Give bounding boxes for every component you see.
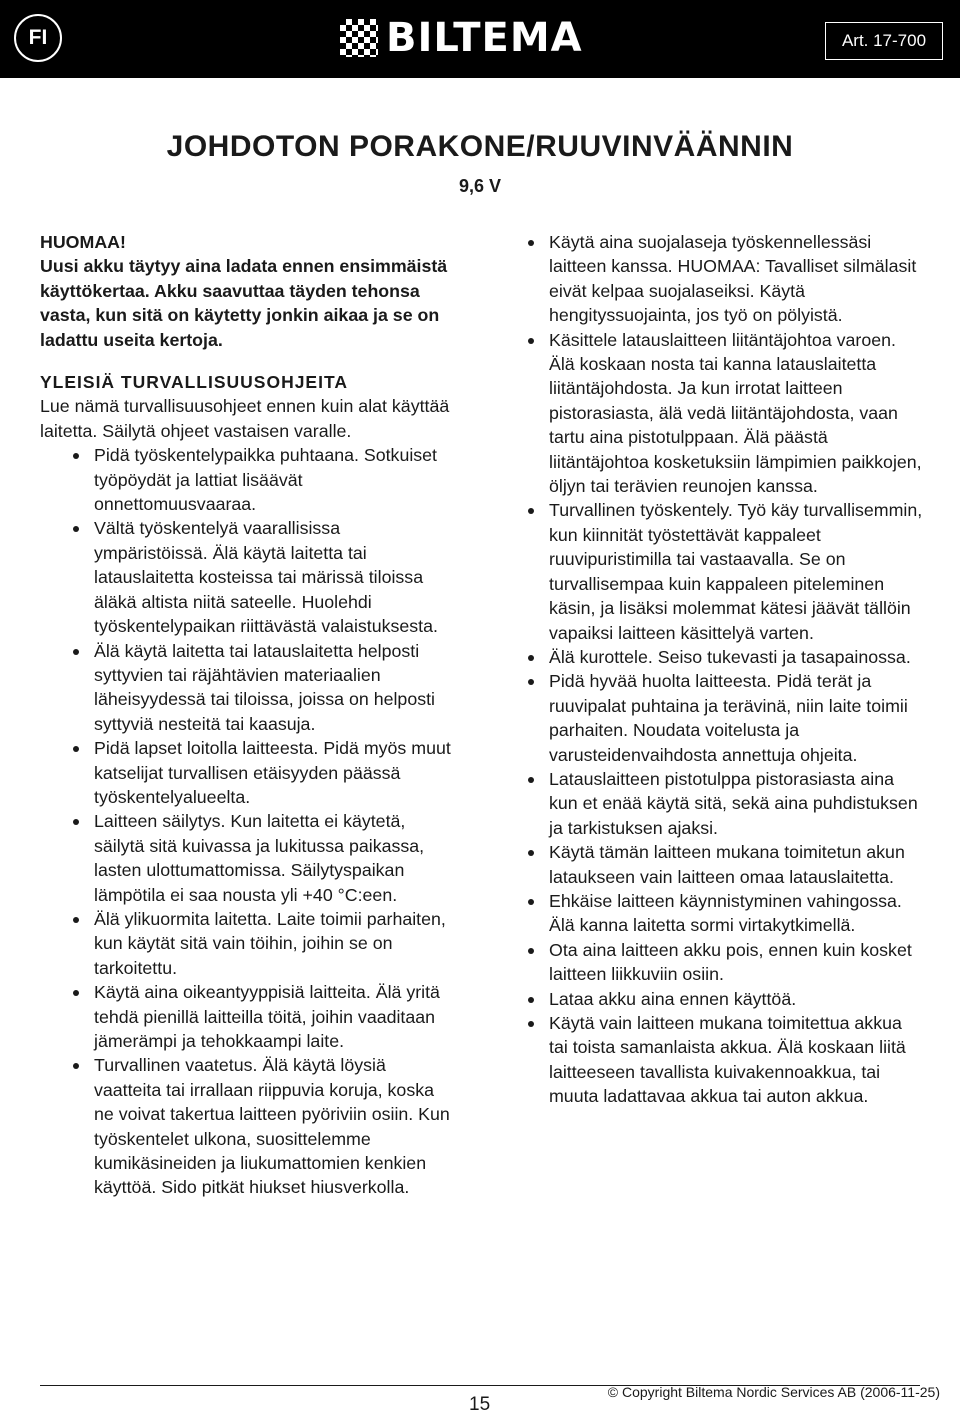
right-safety-list — [525, 230, 925, 1109]
bullet-icon — [528, 240, 534, 246]
section-heading: YLEISIÄ TURVALLISUUSOHJEITA — [40, 372, 348, 393]
article-number: Art. 17-700 — [825, 22, 943, 60]
list-item: Käytä aina suojalaseja työskennellessäsi laitteen kanssa. HUOMAA: Tavalliset silmälasit eivät kelpaa suojalaseiksi. Käytä hengityssuojainta, jos työ on pölyistä. — [525, 230, 925, 328]
bullet-icon — [528, 655, 534, 661]
list-item: Pidä hyvää huolta laitteesta. Pidä terät ja ruuvipalat puhtaina ja terävinä, niin laite toimii parhaiten. Noudata voitelusta ja varusteidenvaihdosta annettuja ohjeita. — [525, 669, 925, 767]
bullet-icon — [528, 1021, 534, 1027]
list-item: Turvallinen vaatetus. Älä käytä löysiä vaatteita tai irrallaan riippuvia koruja, koska ne voivat takertua laitteen pyöriviin osiin. Kun työskentelet ulkona, suosittelemme kumikäsineiden ja liukumattomien kenkien käyttöä. Sido pitkät hiukset hiusverkolla. — [40, 1053, 458, 1199]
brand-name: BILTEMA — [386, 15, 583, 61]
language-badge: FI — [14, 14, 62, 62]
checkered-flag-icon — [340, 19, 378, 57]
list-item: Ehkäise laitteen käynnistyminen vahingossa. Älä kanna laitetta sormi virtakytkimellä. — [525, 889, 925, 938]
list-item: Käytä tämän laitteen mukana toimitetun akun lataukseen vain laitteen omaa latauslaitetta. — [525, 840, 925, 889]
list-item: Älä käytä laitetta tai latauslaitetta helposti syttyvien tai räjähtävien materiaalien läheisyydessä tai tiloissa, joissa on helposti syttyviä nesteitä tai kaasuja. — [40, 639, 458, 737]
bullet-icon — [528, 997, 534, 1003]
page-number: 15 — [469, 1394, 491, 1415]
bullet-icon — [73, 746, 79, 752]
left-safety-list — [40, 443, 458, 1200]
list-item: Pidä lapset loitolla laitteesta. Pidä myös muut katselijat turvallisen etäisyyden päässä työskentelyalueelta. — [40, 736, 458, 809]
bullet-icon — [528, 850, 534, 856]
list-item: Älä ylikuormita laitetta. Laite toimii parhaiten, kun käytät sitä vain töihin, joihin se on tarkoitettu. — [40, 907, 458, 980]
list-item: Käytä aina oikeantyyppisiä laitteita. Älä yritä tehdä pienillä laitteilla töitä, joihin vaaditaan jämerämpi ja tehokkaampi laite. — [40, 980, 458, 1053]
list-item: Turvallinen työskentely. Työ käy turvallisemmin, kun kiinnität työstettävät kappaleet ruuvipuristimilla tai vastaavalla. Se on turvallisempaa kuin kappaleen piteleminen käsin, ja lisäksi molemmat kätesi jäävät tällöin vapaiksi laitteen käsittelyä varten. — [525, 498, 925, 644]
bullet-icon — [528, 899, 534, 905]
bullet-icon — [528, 338, 534, 344]
list-item: Pidä työskentelypaikka puhtaana. Sotkuiset työpöydät ja lattiat lisäävät onnettomuusvaaraa. — [40, 443, 458, 516]
list-item: Laitteen säilytys. Kun laitetta ei käytetä, säilytä sitä kuivassa ja lukitussa paikassa, lasten ulottumattomissa. Säilytyspaikan lämpötila ei saa nousta yli +40 °C:een. — [40, 809, 458, 907]
bullet-icon — [73, 1063, 79, 1069]
bullet-icon — [73, 917, 79, 923]
list-item: Latauslaitteen pistotulppa pistorasiasta aina kun et enää käytä sitä, sekä aina puhdistuksen ja tarkistuksen ajaksi. — [525, 767, 925, 840]
left-column — [40, 230, 458, 1200]
bullet-icon — [73, 990, 79, 996]
notice-title: HUOMAA! — [40, 232, 126, 252]
bullet-icon — [73, 819, 79, 825]
bullet-icon — [73, 526, 79, 532]
list-item: Käsittele latauslaitteen liitäntäjohtoa varoen. Älä koskaan nosta tai kanna latauslaitetta liitäntäjohdosta. Ja kun irrotat laitteen pistorasiasta, älä vedä liitäntäjohdosta, vaan tartu aina pistotulppaan. Älä päästä liitäntäjohtoa kosketuksiin lämpimien paikkojen, öljyn tai terävien reunojen kanssa. — [525, 328, 925, 499]
bullet-icon — [73, 453, 79, 459]
bullet-icon — [528, 508, 534, 514]
list-item: Älä kurottele. Seiso tukevasti ja tasapainossa. — [525, 645, 925, 669]
right-column — [525, 230, 925, 1109]
list-item: Ota aina laitteen akku pois, ennen kuin kosket laitteen liikkuviin osiin. — [525, 938, 925, 987]
list-item: Vältä työskentelyä vaarallisissa ympäristöissä. Älä käytä laitetta tai latauslaitetta kosteissa tai märissä tiloissa äläkä altista niitä sateelle. Huolehdi työskentelypaikan riittävästä valaistuksesta. — [40, 516, 458, 638]
header-bar — [0, 0, 960, 78]
list-item: Lataa akku aina ennen käyttöä. — [525, 987, 925, 1011]
brand-logo — [340, 16, 583, 60]
section-intro: Lue nämä turvallisuusohjeet ennen kuin alat käyttää laitetta. Säilytä ohjeet vastaisen varalle. — [40, 396, 450, 441]
bullet-icon — [73, 649, 79, 655]
notice-text: Uusi akku täytyy aina ladata ennen ensimmäistä käyttökertaa. Akku saavuttaa täyden tehonsa vasta, kun sitä on käytetty jonkin aikaa ja se on ladattu useita kertoja. — [40, 256, 448, 350]
document-title: JOHDOTON PORAKONE/RUUVINVÄÄNNIN — [166, 130, 794, 163]
bullet-icon — [528, 948, 534, 954]
bullet-icon — [528, 679, 534, 685]
copyright-notice: © Copyright Biltema Nordic Services AB (2006-11-25) — [607, 1384, 940, 1400]
list-item: Käytä vain laitteen mukana toimitettua akkua tai toista samanlaista akkua. Älä koskaan liitä laitteeseen tavallista kuivakennoakkua, tai muuta ladattavaa akkua tai auton akkua. — [525, 1011, 925, 1109]
bullet-icon — [528, 777, 534, 783]
voltage-rating: 9,6 V — [459, 176, 502, 196]
